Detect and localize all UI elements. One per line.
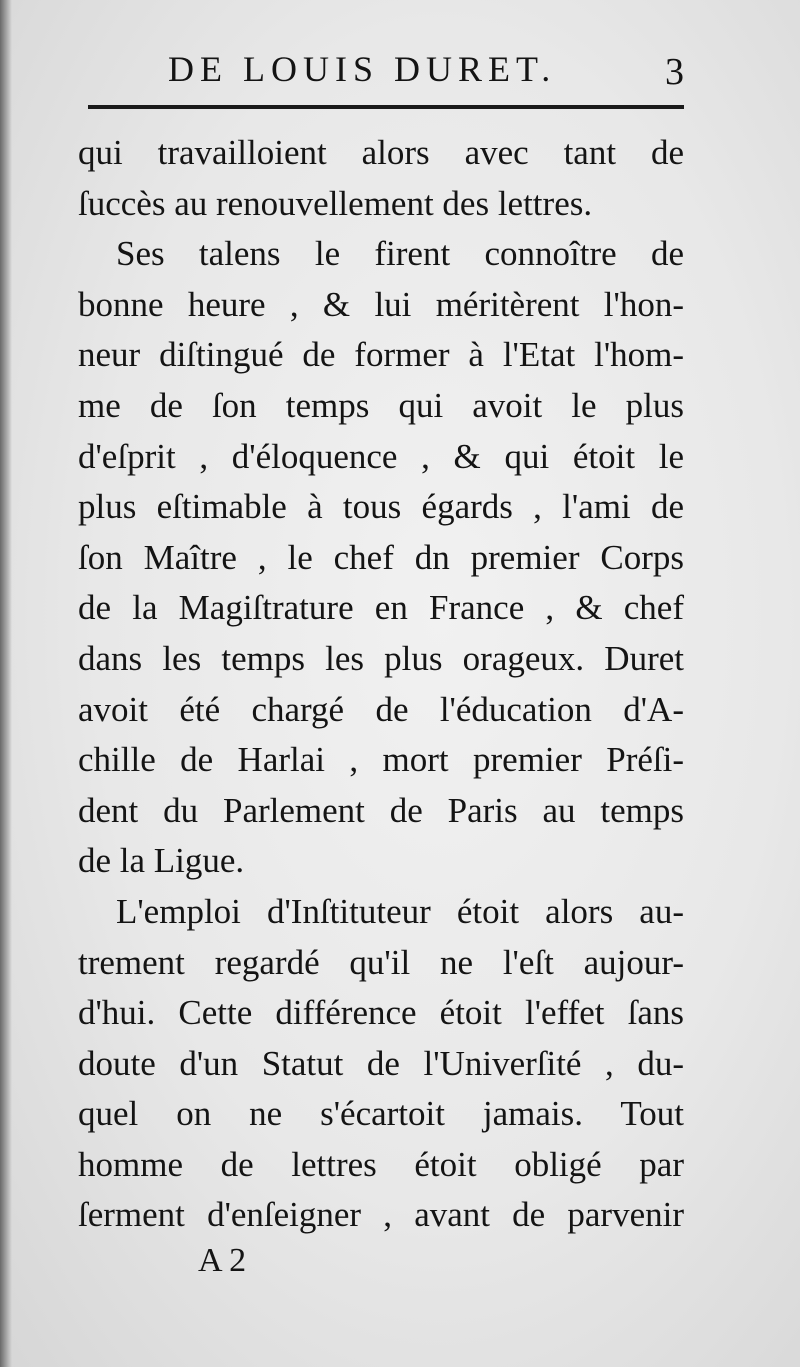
- text-line: quel on ne s'écartoit jamais. Tout: [78, 1094, 684, 1134]
- signature-mark: A 2: [198, 1242, 247, 1279]
- text-line: neur diſtingué de former à l'Etat l'hom-: [78, 335, 684, 375]
- text-line: ſerment d'enſeigner , avant de parvenir: [78, 1195, 684, 1235]
- text-line: chille de Harlai , mort premier Préſi-: [78, 740, 684, 780]
- text-line: de la Ligue.: [78, 841, 245, 881]
- text-line: Ses talens le firent connoître de: [116, 234, 684, 274]
- text-line: me de ſon temps qui avoit le plus: [78, 385, 684, 425]
- header-rule: [88, 105, 684, 109]
- text-line: dans les temps les plus orageux. Duret: [78, 638, 684, 678]
- binding-edge: [0, 0, 12, 1367]
- text-line: plus eſtimable à tous égards , l'ami de: [78, 487, 684, 527]
- running-title: DE LOUIS DURET.: [168, 49, 557, 89]
- text-line: ſuccès au renouvellement des lettres.: [78, 183, 593, 223]
- text-line: bonne heure , & lui méritèrent l'hon-: [78, 284, 684, 324]
- text-line: qui travailloient alors avec tant de: [78, 133, 684, 172]
- running-head: [88, 42, 688, 102]
- text-line: de la Magiſtrature en France , & chef: [78, 588, 684, 628]
- text-line: trement regardé qu'il ne l'eſt aujour-: [78, 942, 684, 982]
- text-line: d'hui. Cette différence étoit l'effet ſans: [78, 993, 684, 1033]
- text-line: ſon Maître , le chef dn premier Corps: [78, 537, 684, 577]
- text-line: doute d'un Statut de l'Univerſité , du-: [78, 1043, 684, 1083]
- page-number: 3: [665, 51, 684, 93]
- text-line: homme de lettres étoit obligé par: [78, 1144, 684, 1184]
- text-line: dent du Parlement de Paris au temps: [78, 790, 684, 830]
- text-line: avoit été chargé de l'éducation d'A-: [78, 689, 684, 729]
- text-line: d'eſprit , d'éloquence , & qui étoit le: [78, 436, 684, 476]
- body-text: [78, 128, 684, 1241]
- text-line: L'emploi d'Inſtituteur étoit alors au-: [116, 891, 684, 931]
